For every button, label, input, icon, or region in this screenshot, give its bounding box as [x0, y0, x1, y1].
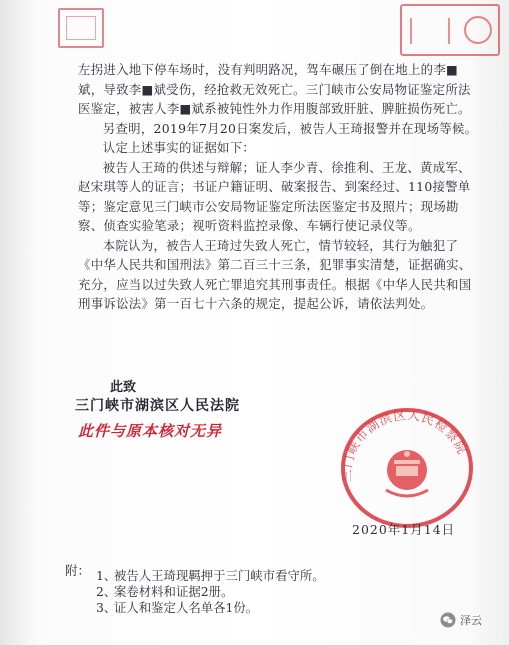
stamp-mark	[464, 16, 492, 44]
paragraph-facts: 左拐进入地下停车场时，没有判明路况，驾车碾压了倒在地上的李■斌，导致李■斌受伤，经抢救无效死亡。三门峡市公安局物证鉴定所法医鉴定，被害人李■斌系被钝性外力作用腹部致肝脏、脾脏损伤死亡。	[78, 62, 471, 116]
list-item	[96, 600, 325, 616]
official-seal	[326, 398, 488, 530]
top-right-stamp	[400, 4, 500, 56]
copy-verification-stamp: 此件与原本核对无异	[78, 422, 223, 440]
list-item	[96, 568, 325, 584]
document-date: 2020年1月14日	[352, 522, 456, 537]
paragraph-court-opinion: 本院认为，被告人王琦过失致人死亡，情节较轻，其行为触犯了《中华人民共和国刑法》第二百三十三条，犯罪事实清楚，证据确实、充分，应当以过失致人死亡罪追究其刑事责任。根据《中华人民共和国刑事诉讼法》第一百七十六条的规定，提起公诉，请依法判处。	[78, 237, 472, 311]
paragraph-further-finding: 另查明，2019年7月20日案发后，被告人王琦报警并在现场等候。	[102, 120, 478, 136]
paragraph-evidence-intro: 认定上述事实的证据如下：	[102, 140, 256, 155]
addressee-court: 三门峡市湖滨区人民法院	[75, 398, 240, 414]
list-item	[96, 584, 325, 600]
stamp-bar	[410, 18, 450, 44]
attachment-text: 证人和鉴定人名单各1份。	[114, 600, 259, 615]
source-watermark	[440, 612, 482, 628]
seal-emblem	[386, 450, 428, 496]
attachments-list	[96, 568, 325, 616]
attachment-number: 3、	[96, 600, 117, 615]
paragraph-evidence-list: 被告人王琦的供述与辩解；证人李少青、徐推利、王龙、黄成军、赵宋琪等人的证言；书证户籍证明、破案报告、到案经过、110接警单等；鉴定意见三门峡市公安局物证鉴定所法医鉴定书及照片；现场勘察、侦查实验笔录；视听资料监控录像、车辆行使记录仪等。	[78, 159, 471, 233]
closing-salutation: 此致	[110, 380, 137, 395]
attachment-text: 案卷材料和证据2册。	[114, 584, 234, 599]
seal-text: 三门峡市湖滨区人民检察院	[338, 407, 471, 483]
watermark-text: 泽云	[460, 614, 482, 627]
indictment-body	[78, 60, 478, 314]
corner-stamp-inner	[66, 16, 96, 40]
attachment-text: 被告人王琦现羁押于三门峡市看守所。	[114, 568, 325, 583]
attachment-number: 1、	[96, 568, 117, 583]
attachment-number: 2、	[96, 584, 117, 599]
attachments-label: 附：	[65, 563, 91, 578]
wechat-icon	[440, 612, 456, 628]
corner-stamp	[58, 8, 104, 48]
